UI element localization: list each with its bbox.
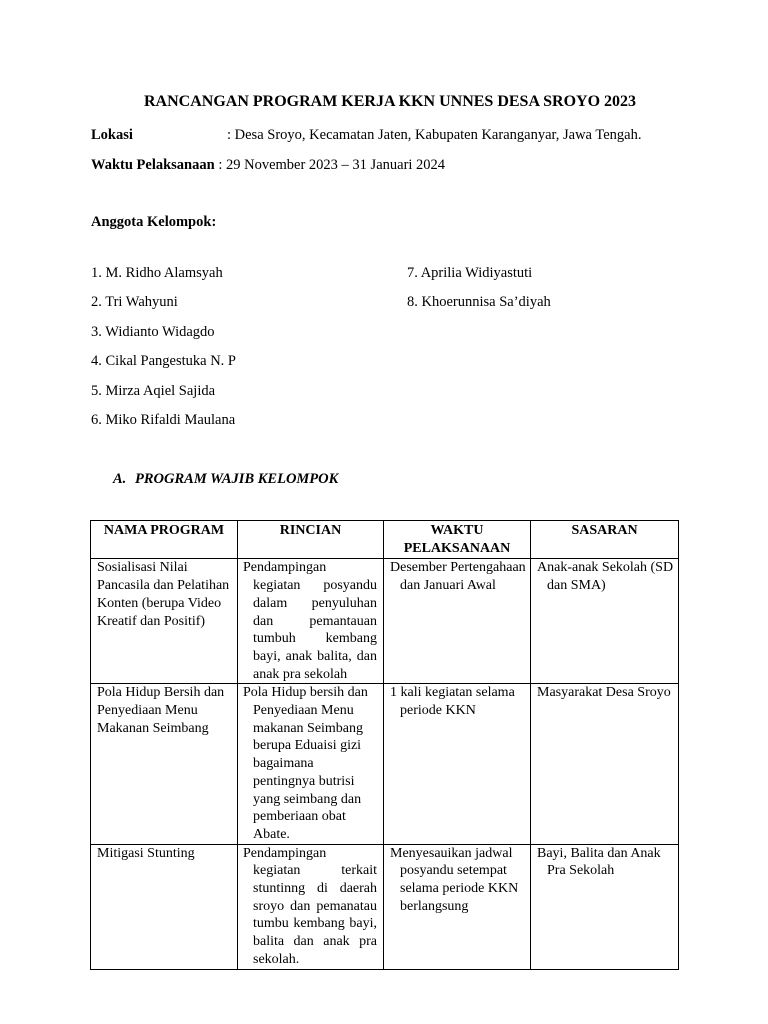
members-heading: Anggota Kelompok:: [91, 214, 217, 230]
sasaran-text: Bayi, Balita dan Anak Pra Sekolah: [537, 845, 661, 879]
cell-nama-program: Sosialisasi Nilai Pancasila dan Pelatihan Konten (berupa Video Kreatif dan Positif): [91, 559, 238, 684]
section-a-number: A.: [113, 471, 127, 487]
header-nama-program: NAMA PROGRAM: [91, 521, 238, 559]
waktu-text: Desember Pertengahaan dan Januari Awal: [390, 560, 526, 594]
sasaran-text: Masyarakat Desa Sroyo: [537, 685, 671, 701]
document-title: RANCANGAN PROGRAM KERJA KKN UNNES DESA SROYO 2023: [143, 93, 637, 110]
member-item: 5. Mirza Aqiel Sajida: [91, 383, 216, 399]
member-item: 4. Cikal Pangestuka N. P: [91, 353, 236, 369]
cell-nama-program: Pola Hidup Bersih dan Penyediaan Menu Makanan Seimbang: [91, 684, 238, 844]
cell-rincian: [238, 684, 384, 844]
waktu-text: 1 kali kegiatan selama periode KKN: [390, 685, 515, 719]
member-item: 6. Miko Rifaldi Maulana: [91, 412, 236, 428]
cell-waktu: [384, 684, 531, 844]
cell-nama-program: Mitigasi Stunting: [91, 844, 238, 969]
member-item: 7. Aprilia Widiyastuti: [407, 265, 533, 281]
member-item: 1. M. Ridho Alamsyah: [91, 265, 223, 281]
rincian-text: Pendampingan kegiatan terkait stuntinng di daerah sroyo dan pemanatau tumbu kembang bayi, balita dan anak pra sekolah.: [243, 845, 377, 967]
table-row: [91, 684, 679, 844]
lokasi-label: Lokasi: [91, 127, 133, 143]
member-item: 8. Khoerunnisa Sa’diyah: [407, 294, 551, 310]
header-waktu-pelaksanaan: WAKTU PELAKSANAAN: [384, 521, 531, 559]
waktu-text: Menyesauikan jadwal posyandu setempat selama periode KKN berlangsung: [390, 845, 519, 914]
table-row: [91, 559, 679, 684]
rincian-text: Pendampingan kegiatan posyandu dalam penyuluhan dan pemantauan tumbuh kembang bayi, anak balita, dan anak pra sekolah: [243, 560, 377, 682]
lokasi-value: : Desa Sroyo, Kecamatan Jaten, Kabupaten Karanganyar, Jawa Tengah.: [227, 127, 642, 143]
program-table: [90, 520, 679, 970]
table-header-row: [91, 521, 679, 559]
cell-rincian: [238, 559, 384, 684]
section-a-heading: [113, 471, 338, 488]
lokasi-line: [91, 127, 641, 144]
rincian-text: Pola Hidup bersih dan Penyediaan Menu makanan Seimbang berupa Eduaisi gizi bagaimana pentingnya butrisi yang seimbang dan pemberiaan obat Abate.: [243, 685, 368, 842]
table-row: [91, 844, 679, 969]
cell-sasaran: [531, 559, 679, 684]
waktu-line: [91, 157, 445, 174]
section-a-title: PROGRAM WAJIB KELOMPOK: [135, 471, 339, 487]
sasaran-text: Anak-anak Sekolah (SD dan SMA): [537, 560, 674, 594]
waktu-label: Waktu Pelaksanaan: [91, 157, 215, 173]
header-rincian: RINCIAN: [238, 521, 384, 559]
cell-waktu: [384, 844, 531, 969]
header-sasaran: SASARAN: [531, 521, 679, 559]
member-item: 3. Widianto Widagdo: [91, 324, 215, 340]
cell-rincian: [238, 844, 384, 969]
cell-sasaran: [531, 844, 679, 969]
waktu-value: : 29 November 2023 – 31 Januari 2024: [214, 157, 446, 173]
cell-sasaran: [531, 684, 679, 844]
cell-waktu: [384, 559, 531, 684]
member-item: 2. Tri Wahyuni: [91, 294, 178, 310]
